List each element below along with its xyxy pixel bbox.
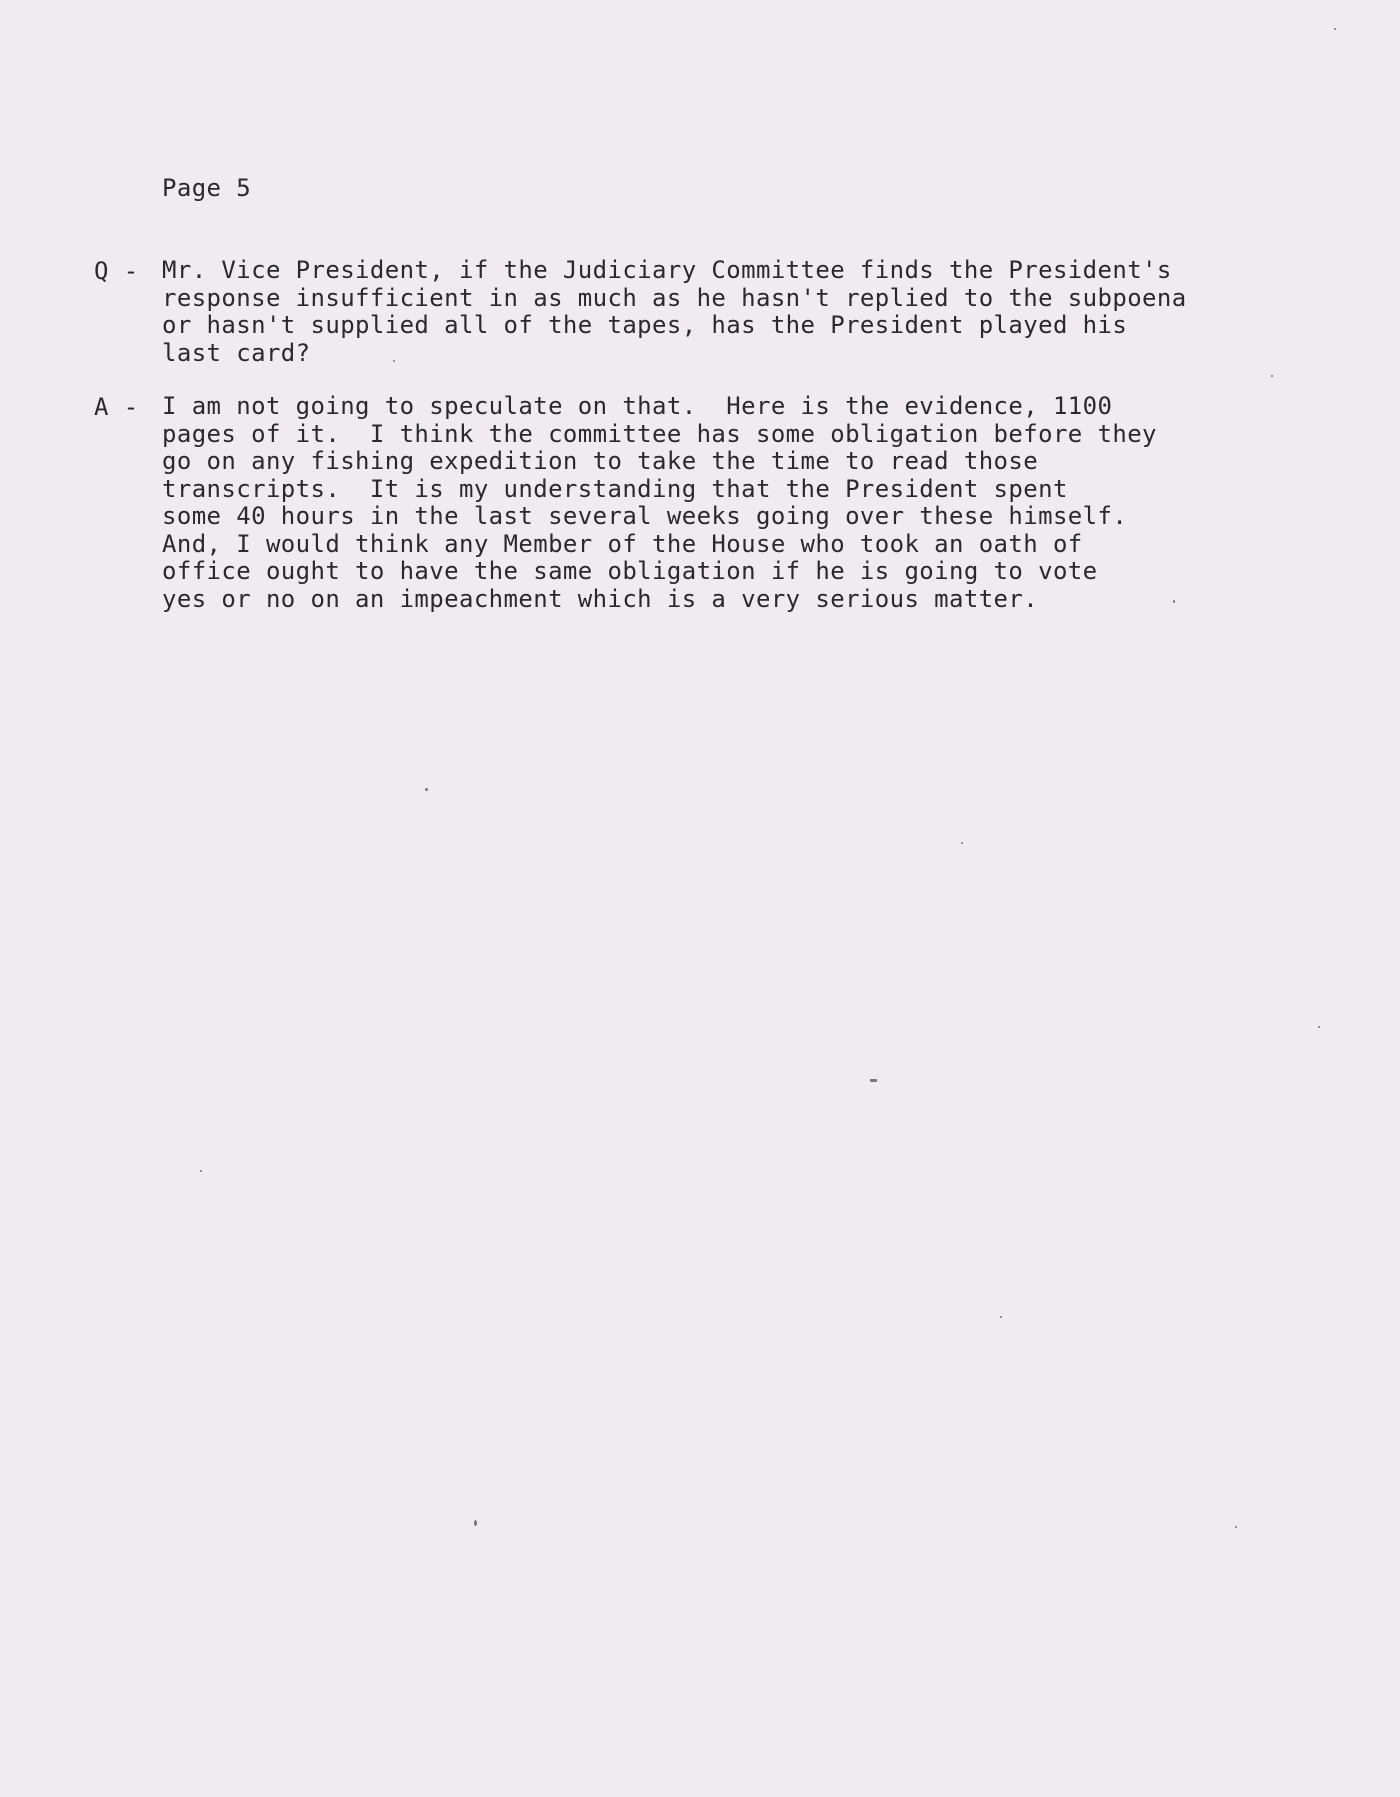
question-line: last card? — [162, 338, 311, 367]
question-marker: Q - — [94, 257, 139, 285]
paper-speck — [1271, 375, 1273, 377]
question-line: Mr. Vice President, if the Judiciary Committee finds the President's — [162, 256, 1172, 284]
answer-marker: A - — [94, 393, 139, 421]
paper-speck — [1318, 1026, 1320, 1028]
paper-speck — [474, 1520, 477, 1526]
answer-line: some 40 hours in the last several weeks going over these himself. — [162, 502, 1128, 530]
question-line: or hasn't supplied all of the tapes, has the President played his — [162, 311, 1128, 339]
question-text — [162, 257, 1187, 367]
paper-speck — [1000, 1316, 1002, 1318]
question-line: response insufficient in as much as he hasn't replied to the subpoena — [162, 283, 1187, 312]
paper-speck — [393, 360, 395, 362]
answer-line: And, I would think any Member of the House who took an oath of — [162, 529, 1083, 558]
page-number: Page 5 — [162, 174, 252, 202]
paper-speck — [200, 1170, 202, 1172]
paper-speck — [1334, 28, 1336, 30]
answer-line: go on any fishing expedition to take the time to read those — [162, 447, 1039, 475]
paper-speck — [425, 788, 428, 791]
answer-line: pages of it. I think the committee has some obligation before they — [162, 419, 1157, 448]
answer-line: yes or no on an impeachment which is a very serious matter. — [162, 584, 1039, 613]
paper-speck — [1235, 1526, 1237, 1528]
answer-line: office ought to have the same obligation if he is going to vote — [162, 557, 1098, 585]
paper-speck — [961, 842, 963, 844]
answer-line: transcripts. It is my understanding that the President spent — [162, 474, 1068, 503]
paper-speck — [1173, 600, 1175, 603]
answer-line: I am not going to speculate on that. Here is the evidence, 1100 — [162, 392, 1113, 420]
paper-speck — [870, 1079, 877, 1082]
answer-text — [162, 393, 1157, 613]
